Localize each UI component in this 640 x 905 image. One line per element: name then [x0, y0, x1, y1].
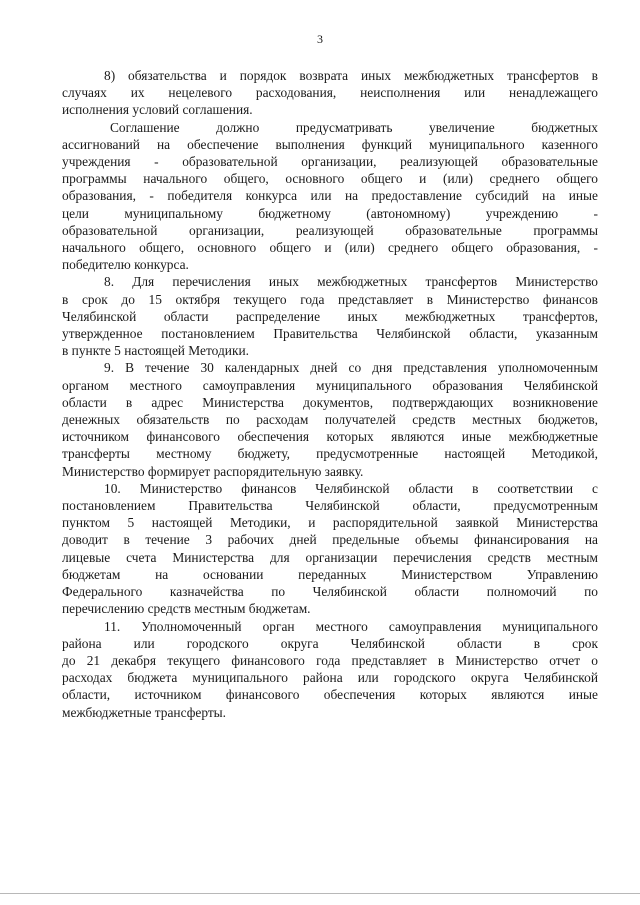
- paragraph: [62, 67, 598, 119]
- text-line: Федерального казначейства по Челябинской области полномочий по: [62, 584, 598, 600]
- text-line: доводит в течение 3 рабочих дней предельные объемы финансирования на: [62, 532, 598, 548]
- text-line: перечислению средств местным бюджетам.: [62, 601, 311, 617]
- text-line: 11. Уполномоченный орган местного самоуправления муниципального: [104, 618, 598, 634]
- text-line: случаях их нецелевого расходования, неисполнения или ненадлежащего: [62, 85, 598, 101]
- text-line: расходах бюджета муниципального района или городского округа Челябинской: [62, 670, 598, 686]
- text-line: межбюджетные трансферты.: [62, 704, 227, 720]
- text-line: начального общего, основного общего и (или) среднего общего образования, -: [62, 240, 598, 256]
- text-line: победителю конкурса.: [62, 257, 189, 273]
- text-line: Челябинской области распределение иных межбюджетных трансфертов,: [62, 308, 598, 324]
- paragraph: [62, 618, 598, 721]
- text-line: в срок до 15 октября текущего года представляет в Министерство финансов: [62, 291, 598, 307]
- text-line: денежных обязательств по расходам получателей средств местных бюджетов,: [62, 412, 598, 428]
- text-line: до 21 декабря текущего финансового года представляет в Министерство отчет о: [62, 652, 598, 668]
- text-line: образовательной организации, реализующей образовательные программы: [62, 222, 598, 238]
- text-line: трансферты местному бюджету, предусмотренные настоящей Методикой,: [62, 446, 598, 462]
- paragraph: [62, 273, 598, 359]
- text-line: постановлением Правительства Челябинской области, предусмотренным: [62, 498, 598, 514]
- text-line: ассигнований на обеспечение выполнения функций муниципального казенного: [62, 136, 598, 152]
- text-line: лицевые счета Министерства для организации перечисления средств местным: [62, 549, 598, 565]
- text-line: образования, - победителя конкурса или на предоставление субсидий на иные: [62, 188, 598, 204]
- paragraph: [62, 359, 598, 479]
- text-line: пунктом 5 настоящей Методики, и распорядительной заявкой Министерства: [62, 515, 598, 531]
- text-line: Министерство формирует распорядительную заявку.: [62, 463, 364, 479]
- page-bottom-edge: [0, 893, 640, 894]
- paragraph: [62, 480, 598, 618]
- text-line: органом местного самоуправления муниципального образования Челябинской: [62, 377, 598, 393]
- text-line: области, источником финансового обеспечения которых являются иные: [62, 687, 598, 703]
- text-line: источником финансового обеспечения которых являются иные межбюджетные: [62, 429, 598, 445]
- text-line: Соглашение должно предусматривать увеличение бюджетных: [110, 119, 598, 135]
- text-line: утвержденное постановлением Правительства Челябинской области, указанным: [62, 326, 598, 342]
- text-line: области в адрес Министерства документов, подтверждающих возникновение: [62, 394, 598, 410]
- text-line: исполнения условий соглашения.: [62, 102, 253, 118]
- text-line: программы начального общего, основного общего и (или) среднего общего: [62, 171, 598, 187]
- paragraph: [62, 119, 598, 274]
- page-number: 3: [317, 32, 323, 46]
- text-line: 9. В течение 30 календарных дней со дня представления уполномоченным: [104, 360, 598, 376]
- document-body: [62, 67, 598, 721]
- text-line: района или городского округа Челябинской области в срок: [62, 635, 598, 651]
- text-line: в пункте 5 настоящей Методики.: [62, 343, 249, 359]
- text-line: 10. Министерство финансов Челябинской области в соответствии с: [104, 480, 598, 496]
- text-line: учреждения - образовательной организации, реализующей образовательные: [62, 154, 598, 170]
- text-line: 8) обязательства и порядок возврата иных межбюджетных трансфертов в: [104, 68, 598, 83]
- text-line: 8. Для перечисления иных межбюджетных трансфертов Министерство: [104, 274, 598, 290]
- text-line: бюджетам на основании переданных Министерством Управлению: [62, 566, 598, 582]
- text-line: цели муниципальному бюджетному (автономному) учреждению -: [62, 205, 598, 221]
